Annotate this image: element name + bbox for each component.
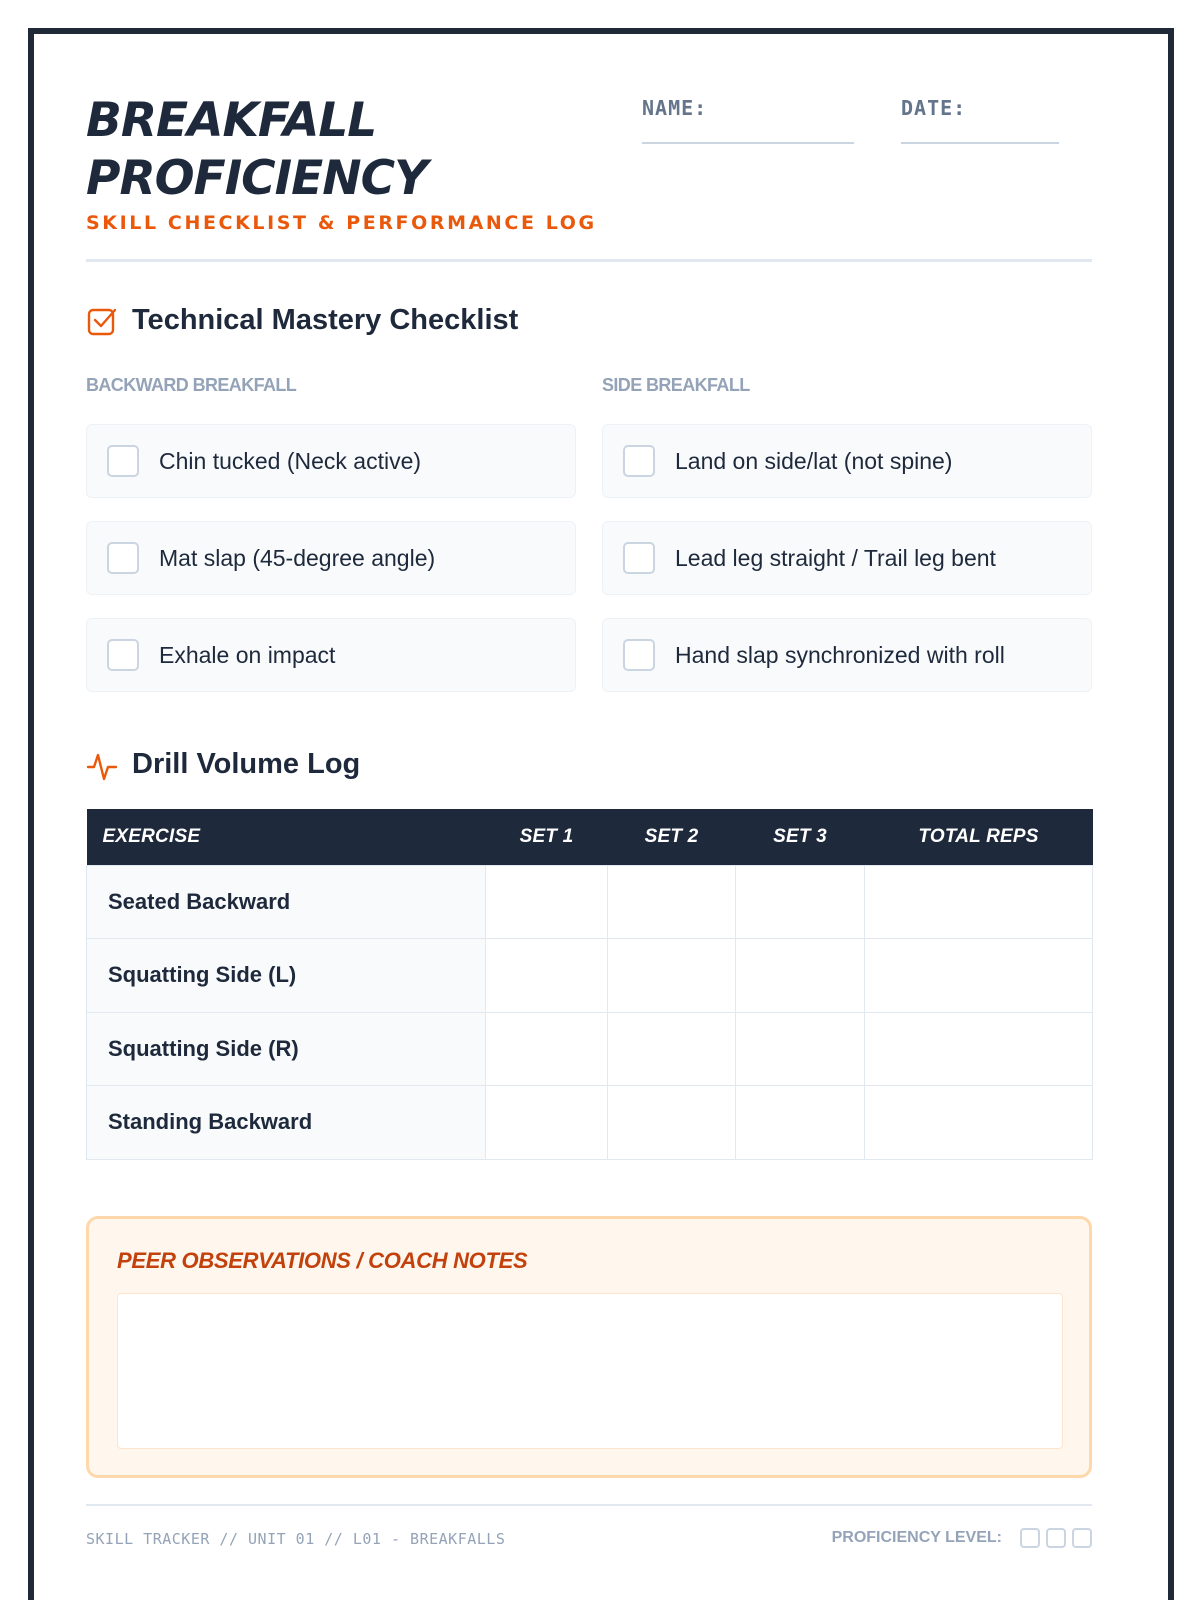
- exercise-cell: Seated Backward: [87, 865, 486, 939]
- checkbox[interactable]: [107, 542, 139, 574]
- worksheet: [28, 28, 1174, 1600]
- notes-input-area[interactable]: [117, 1293, 1063, 1449]
- activity-icon: [86, 749, 118, 781]
- column-header-exercise: EXERCISE: [87, 809, 486, 865]
- backward-breakfall-label: BACKWARD BREAKFALL: [86, 375, 297, 395]
- total-reps-cell[interactable]: [865, 865, 1093, 939]
- set-1-cell[interactable]: [486, 939, 608, 1013]
- total-reps-cell[interactable]: [865, 939, 1093, 1013]
- checkbox[interactable]: [623, 542, 655, 574]
- checklist-heading: [86, 304, 518, 337]
- checklist-item[interactable]: [602, 424, 1092, 498]
- checklist-item-label: Mat slap (45-degree angle): [159, 544, 436, 571]
- column-header-set-1: SET 1: [486, 809, 608, 865]
- proficiency-level: [832, 1528, 1092, 1548]
- table-row: [87, 939, 1093, 1013]
- check-square-icon: [86, 305, 118, 337]
- footer-code: SKILL TRACKER // UNIT 01 // L01 - BREAKFALLS: [86, 1530, 506, 1548]
- set-1-cell[interactable]: [486, 1012, 608, 1086]
- proficiency-box[interactable]: [1072, 1528, 1092, 1548]
- set-3-cell[interactable]: [736, 1012, 865, 1086]
- checkbox[interactable]: [107, 639, 139, 671]
- set-3-cell[interactable]: [736, 1086, 865, 1160]
- set-1-cell[interactable]: [486, 1086, 608, 1160]
- set-3-cell[interactable]: [736, 865, 865, 939]
- page-subtitle: SKILL CHECKLIST & PERFORMANCE LOG: [86, 212, 597, 234]
- checklist-item-label: Exhale on impact: [159, 641, 336, 668]
- set-3-cell[interactable]: [736, 939, 865, 1013]
- proficiency-box[interactable]: [1020, 1528, 1040, 1548]
- set-1-cell[interactable]: [486, 865, 608, 939]
- checklist-item-label: Chin tucked (Neck active): [159, 447, 422, 474]
- drill-log-heading: [86, 748, 360, 781]
- exercise-cell: Squatting Side (L): [87, 939, 486, 1013]
- column-header-total-reps: TOTAL REPS: [865, 809, 1093, 865]
- table-header-row: [87, 809, 1093, 865]
- checklist-item-label: Hand slap synchronized with roll: [675, 641, 1005, 668]
- title-line-1: BREAKFALL: [86, 93, 377, 148]
- checklist-item-label: Land on side/lat (not spine): [675, 447, 953, 474]
- table-row: [87, 1086, 1093, 1160]
- set-2-cell[interactable]: [608, 1086, 736, 1160]
- checkbox[interactable]: [107, 445, 139, 477]
- header-divider: [86, 259, 1092, 262]
- exercise-cell: Standing Backward: [87, 1086, 486, 1160]
- column-header-set-3: SET 3: [736, 809, 865, 865]
- proficiency-level-label: PROFICIENCY LEVEL:: [831, 1529, 1002, 1546]
- column-header-set-2: SET 2: [608, 809, 736, 865]
- set-2-cell[interactable]: [608, 939, 736, 1013]
- set-2-cell[interactable]: [608, 865, 736, 939]
- total-reps-cell[interactable]: [865, 1086, 1093, 1160]
- drill-log-title: Drill Volume Log: [132, 748, 361, 780]
- checklist-item[interactable]: [602, 618, 1092, 692]
- footer-divider: [86, 1504, 1092, 1506]
- name-label: NAME:: [642, 96, 708, 120]
- checklist-item[interactable]: [86, 618, 576, 692]
- title-line-2: PROFICIENCY: [86, 151, 428, 206]
- table-row: [87, 865, 1093, 939]
- total-reps-cell[interactable]: [865, 1012, 1093, 1086]
- checklist-title: Technical Mastery Checklist: [132, 304, 519, 336]
- notes-panel: [86, 1216, 1092, 1478]
- checkbox[interactable]: [623, 639, 655, 671]
- checklist-item[interactable]: [86, 521, 576, 595]
- proficiency-box[interactable]: [1046, 1528, 1066, 1548]
- notes-title: PEER OBSERVATIONS / COACH NOTES: [117, 1248, 528, 1273]
- page-title: [86, 92, 586, 208]
- checklist-item[interactable]: [602, 521, 1092, 595]
- set-2-cell[interactable]: [608, 1012, 736, 1086]
- checkbox[interactable]: [623, 445, 655, 477]
- date-field[interactable]: [901, 96, 1059, 144]
- checklist-item-label: Lead leg straight / Trail leg bent: [675, 544, 996, 571]
- name-field[interactable]: [642, 96, 854, 144]
- table-row: [87, 1012, 1093, 1086]
- checklist-item[interactable]: [86, 424, 576, 498]
- side-breakfall-label: SIDE BREAKFALL: [602, 375, 750, 395]
- worksheet-content: [86, 34, 1092, 1600]
- date-label: DATE:: [901, 96, 967, 120]
- drill-volume-table: [86, 809, 1093, 1160]
- exercise-cell: Squatting Side (R): [87, 1012, 486, 1086]
